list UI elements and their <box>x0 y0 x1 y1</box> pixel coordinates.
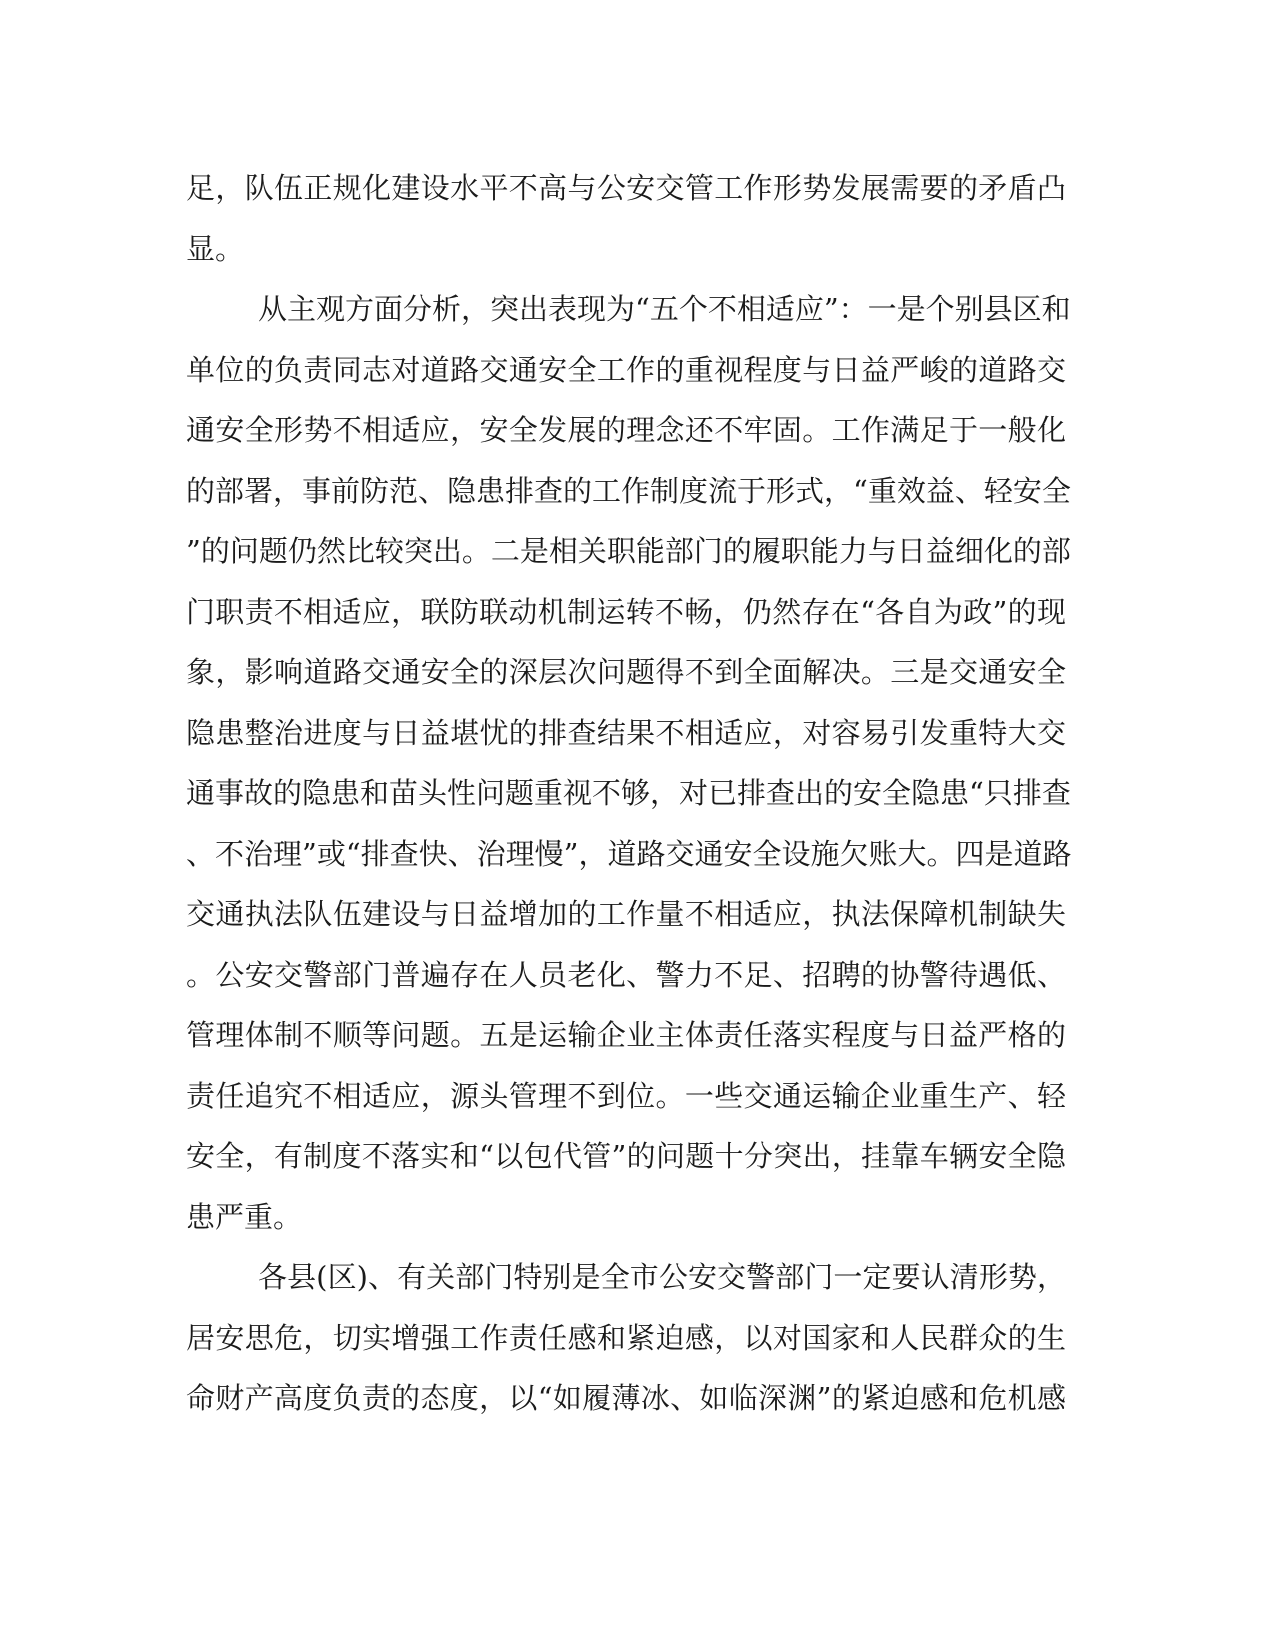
text-line: 通安全形势不相适应，安全发展的理念还不牢固。工作满足于一般化 <box>186 413 1066 447</box>
text-line: 单位的负责同志对道路交通安全工作的重视程度与日益严峻的道路交 <box>186 352 1066 387</box>
paragraph-start-line: 各县(区)、有关部门特别是全市公安交警部门一定要认清形势， <box>258 1260 1066 1294</box>
text-line: ”的问题仍然比较突出。二是相关职能部门的履职能力与日益细化的部 <box>186 534 1071 568</box>
text-line: 显。 <box>186 231 245 266</box>
text-line: 安全，有制度不落实和“以包代管”的问题十分突出，挂靠车辆安全隐 <box>186 1139 1066 1173</box>
text-line: 。公安交警部门普遍存在人员老化、警力不足、招聘的协警待遇低、 <box>186 957 1066 992</box>
text-line: 的部署，事前防范、隐患排查的工作制度流于形式，“重效益、轻安全 <box>186 473 1071 508</box>
text-line: 通事故的隐患和苗头性问题重视不够，对已排查出的安全隐患“只排查 <box>186 776 1071 810</box>
text-line: 交通执法队伍建设与日益增加的工作量不相适应，执法保障机制缺失 <box>186 897 1066 931</box>
text-line: 患严重。 <box>186 1199 303 1234</box>
text-line: 隐患整治进度与日益堪忧的排查结果不相适应，对容易引发重特大交 <box>186 715 1066 750</box>
text-line: 、不治理”或“排查快、治理慢”，道路交通安全设施欠账大。四是道路 <box>186 836 1072 871</box>
paragraph-start-line: 从主观方面分析，突出表现为“五个不相适应”：一是个别县区和 <box>258 292 1071 326</box>
text-line: 象，影响道路交通安全的深层次问题得不到全面解决。三是交通安全 <box>186 655 1066 689</box>
text-line: 命财产高度负责的态度，以“如履薄冰、如临深渊”的紧迫感和危机感 <box>186 1381 1066 1415</box>
text-line: 居安思危，切实增强工作责任感和紧迫感，以对国家和人民群众的生 <box>186 1320 1066 1355</box>
text-line: 足，队伍正规化建设水平不高与公安交管工作形势发展需要的矛盾凸 <box>186 171 1066 205</box>
body-text <box>186 158 1072 1429</box>
text-line: 责任追究不相适应，源头管理不到位。一些交通运输企业重生产、轻 <box>186 1078 1066 1113</box>
text-line: 门职责不相适应，联防联动机制运转不畅，仍然存在“各自为政”的现 <box>186 594 1066 629</box>
text-line: 管理体制不顺等问题。五是运输企业主体责任落实程度与日益严格的 <box>186 1018 1066 1052</box>
